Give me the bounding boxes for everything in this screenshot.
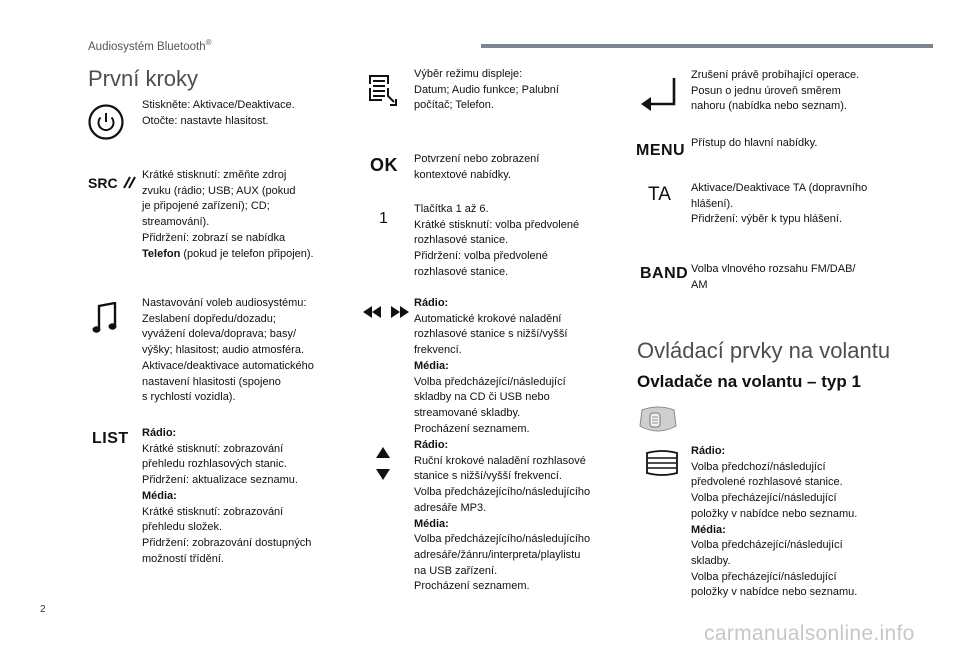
list-button-icon: LIST — [92, 430, 129, 447]
music-note-icon — [92, 302, 118, 341]
seek-description: Rádio: Automatické krokové naladění rozhlasové stanice s nižší/vyšší frekvencí. Média: Volba předcházející/následující skladby na CD či USB nebo streamované skladby. Procházení seznamem. — [414, 297, 568, 435]
watermark: carmanualsonline.info — [704, 622, 915, 645]
phone-handset-icon — [122, 174, 138, 190]
src-button-icon: SRC — [88, 174, 138, 193]
display-mode-icon — [368, 74, 398, 113]
thumbwheel-icon — [645, 450, 679, 481]
section-title-first-steps: První kroky — [88, 66, 199, 91]
back-arrow-icon — [640, 76, 678, 117]
power-knob-icon — [88, 104, 124, 145]
ta-button-icon: TA — [648, 184, 671, 205]
running-header: Audiosystém Bluetooth® — [88, 38, 212, 53]
band-description: Volba vlnového rozsahu FM/DAB/ AM — [691, 263, 856, 291]
section-title-steering: Ovládací prvky na volantu — [637, 338, 891, 363]
preset-one-icon: 1 — [379, 210, 388, 227]
display-mode-description: Výběr režimu displeje: Datum; Audio funkce; Palubní počítač; Telefon. — [414, 68, 559, 112]
up-down-arrows-icon — [375, 446, 391, 487]
steering-control-illustration-icon — [638, 404, 678, 441]
up-down-description: Rádio: Ruční krokové naladění rozhlasové stanice s nižší/vyšší frekvencí. Volba předcházejícího/následujícího adresáře MP3. Média: Volba předcházejícího/následujícího adresáře/žánru/interpreta/playlistu na USB zařízení. Procházení seznamem. — [414, 439, 591, 593]
header-rule — [481, 44, 933, 48]
audio-settings-description: Nastavování voleb audiosystému: Zeslabení dopředu/dozadu; vyvážení doleva/doprava; basy/ výšky; hlasitost; audio atmosféra. Aktivace/deaktivace automatického nastavení hlasitosti (spojeno s rychlostí vozidla). — [142, 297, 314, 404]
page-number: 2 — [40, 604, 46, 615]
src-description: Krátké stisknutí: změňte zdroj zvuku (rádio; USB; AUX (pokud je připojené zařízení); CD; streamování). Přidržení: zobrazí se nabídka Telefon (pokud je telefon připojen). — [142, 169, 314, 260]
band-button-icon: BAND — [640, 265, 689, 282]
section-subtitle-steering-type1: Ovladače na volantu – typ 1 — [637, 372, 861, 391]
power-description: Stiskněte: Aktivace/Deaktivace. Otočte: nastavte hlasitost. — [142, 99, 295, 127]
menu-description: Přístup do hlavní nabídky. — [691, 137, 818, 149]
list-description: Rádio: Krátké stisknutí: zobrazování přehledu rozhlasových stanic. Přidržení: aktualizace seznamu. Média: Krátké stisknutí: zobrazování přehledu složek. Přidržení: zobrazování dostupných možností třídění. — [142, 427, 312, 565]
ta-description: Aktivace/Deaktivace TA (dopravního hlášení). Přidržení: výběr k typu hlášení. — [691, 182, 868, 226]
seek-left-right-icon — [362, 304, 410, 325]
ok-button-icon: OK — [370, 155, 398, 175]
presets-description: Tlačítka 1 až 6. Krátké stisknutí: volba předvolené rozhlasové stanice. Přidržení: volba předvolené rozhlasové stanice. — [414, 203, 580, 278]
thumbwheel-description: Rádio: Volba předchozí/následující předvolené rozhlasové stanice. Volba přecházející/následující položky v nabídce nebo seznamu. Média: Volba předcházející/následující skladby. Volba přecházející/následující položky v nabídce nebo seznamu. — [691, 445, 858, 599]
ok-description: Potvrzení nebo zobrazení kontextové nabídky. — [414, 153, 540, 181]
menu-button-icon: MENU — [636, 142, 686, 159]
back-description: Zrušení právě probíhající operace. Posun o jednu úroveň směrem nahoru (nabídka nebo seznam). — [691, 69, 860, 113]
